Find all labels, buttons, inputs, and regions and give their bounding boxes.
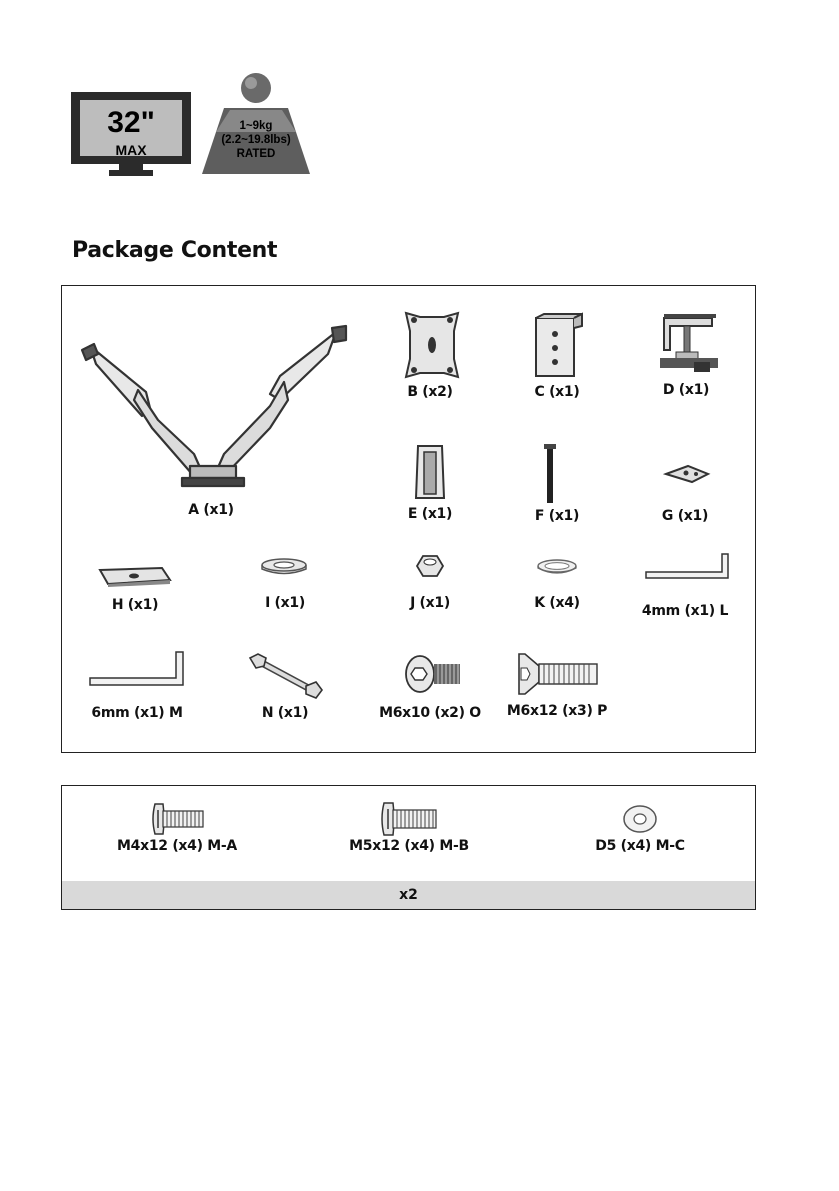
- wrench-icon: [246, 652, 324, 700]
- part-label-c: C (x1): [534, 384, 580, 400]
- cable-clip-icon: [412, 444, 448, 500]
- part-label-d: D (x1): [662, 382, 710, 398]
- weight-rating-badge: [200, 72, 312, 178]
- part-label-h: H (x1): [111, 597, 159, 613]
- pan-screw-icon: [378, 801, 438, 837]
- part-label-l: 4mm (x1) L: [641, 603, 729, 619]
- vesa-plate-icon: [402, 311, 462, 379]
- part-label-i: I (x1): [265, 595, 305, 611]
- hex-nut-icon: [415, 552, 445, 580]
- part-label-a: A (x1): [188, 502, 234, 518]
- allen-key-icon: [88, 650, 186, 686]
- part-label-o: M6x10 (x2) O: [379, 705, 481, 721]
- flat-washer-icon: [536, 558, 578, 576]
- kit-label-m-c: D5 (x4) M-C: [595, 838, 685, 854]
- weight-kg: 1~9kg: [239, 120, 273, 132]
- spring-washer-icon: [259, 556, 309, 578]
- weight-lbs: (2.2~19.8lbs): [221, 134, 291, 146]
- part-label-e: E (x1): [407, 506, 453, 522]
- countersunk-screw-icon: [517, 652, 599, 696]
- screw-kit-box: [61, 785, 756, 910]
- hex-screw-icon: [404, 654, 464, 694]
- bracket-icon: [530, 312, 586, 378]
- triangle-plate-icon: [662, 462, 712, 484]
- washer-icon: [622, 804, 658, 834]
- kit-multiplier: x2: [62, 881, 755, 909]
- kit-label-m-b: M5x12 (x4) M-B: [349, 838, 469, 854]
- max-screen-size-badge: [71, 92, 191, 178]
- kit-label-m-a: M4x12 (x4) M-A: [117, 838, 237, 854]
- clamp-icon: [654, 310, 724, 376]
- weight-rated: RATED: [236, 148, 276, 160]
- max-screen-size: 32": [107, 106, 155, 139]
- package-content-box: [61, 285, 756, 753]
- part-label-j: J (x1): [410, 595, 450, 611]
- allen-key-icon: [644, 552, 730, 580]
- long-bolt-icon: [542, 442, 558, 504]
- part-label-f: F (x1): [534, 508, 580, 524]
- max-label: MAX: [115, 142, 147, 158]
- base-plate-icon: [96, 564, 172, 588]
- part-label-k: K (x4): [534, 595, 580, 611]
- part-label-g: G (x1): [661, 508, 709, 524]
- part-label-m: 6mm (x1) M: [91, 705, 183, 721]
- part-label-n: N (x1): [261, 705, 309, 721]
- part-label-b: B (x2): [407, 384, 453, 400]
- page-title: Package Content: [72, 238, 278, 263]
- part-label-p: M6x12 (x3) P: [506, 703, 608, 719]
- pan-screw-icon: [149, 802, 205, 836]
- dual-arm-icon: [74, 324, 354, 496]
